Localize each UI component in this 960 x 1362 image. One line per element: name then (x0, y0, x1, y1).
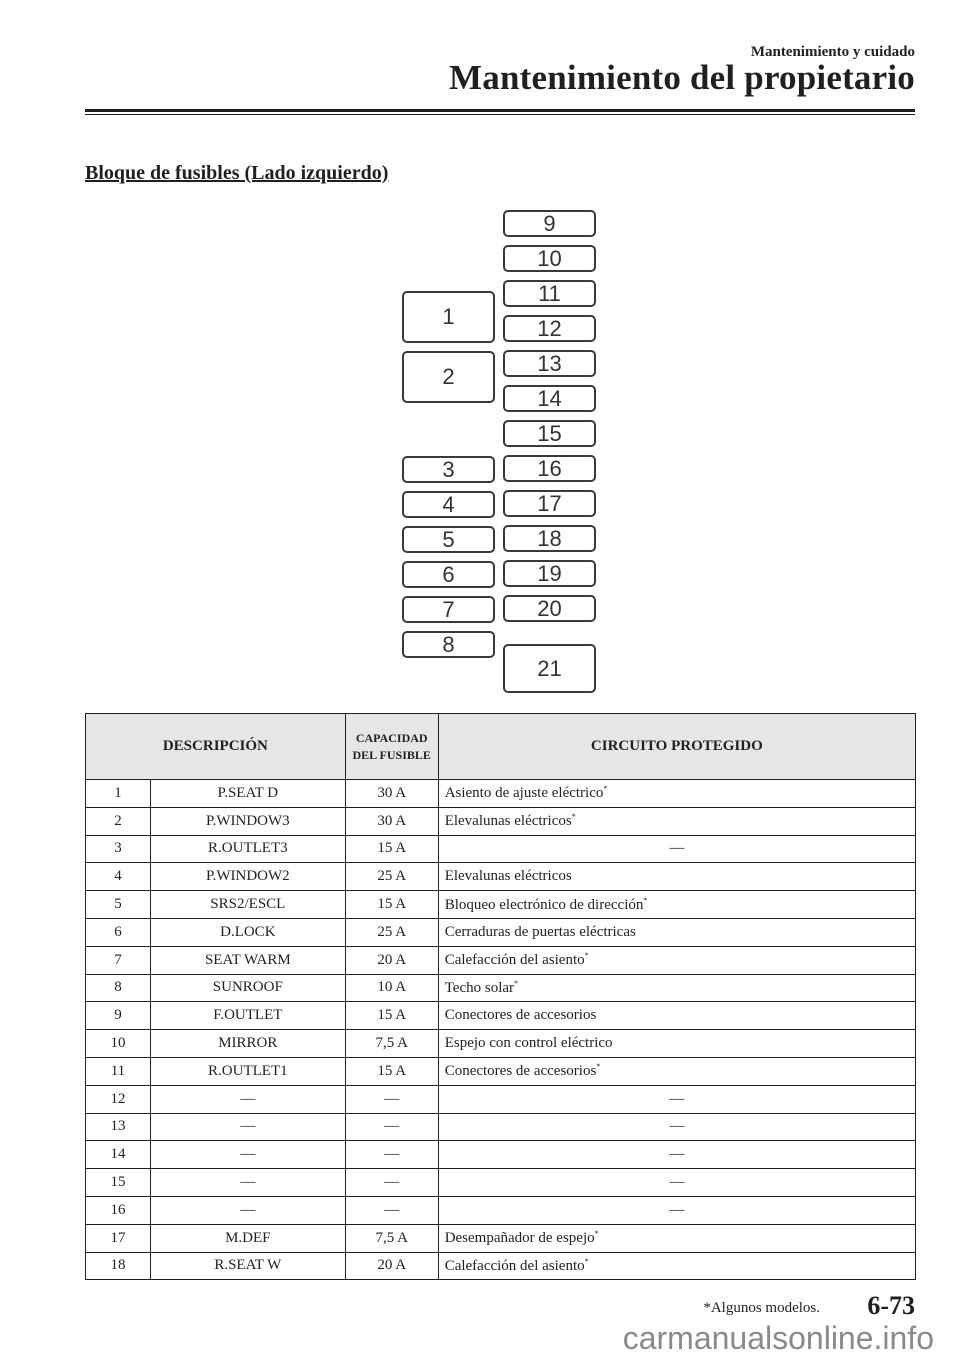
circuit-protected: Espejo con control eléctrico (444, 1035, 613, 1052)
fuse-capacity: 20 A (377, 951, 407, 968)
circuit-protected: — (669, 1118, 685, 1135)
table-row (86, 974, 916, 1002)
footnote-marker: * (584, 1256, 589, 1266)
fuse-10: 10 (503, 245, 596, 272)
table-row (86, 1002, 916, 1030)
fuse-13: 13 (503, 350, 596, 377)
fuse-number: 8 (114, 979, 122, 996)
table-row (86, 780, 916, 808)
fuse-capacity: 7,5 A (375, 1035, 408, 1052)
fuse-capacity: 15 A (377, 1062, 407, 1079)
fuse-14: 14 (503, 385, 596, 412)
circuit-protected: Conectores de accesorios (444, 1063, 597, 1080)
fuse-2: 2 (402, 351, 495, 403)
fuse-capacity: — (384, 1118, 400, 1135)
circuit-protected: Calefacción del asiento (444, 1257, 585, 1274)
table-row (86, 1252, 916, 1280)
table-row (86, 1196, 916, 1224)
fuse-4: 4 (402, 491, 495, 518)
fuse-capacity: — (384, 1174, 400, 1191)
footnote-marker: * (596, 1062, 601, 1072)
fuse-number: 7 (114, 951, 122, 968)
fuse-number: 13 (110, 1118, 126, 1135)
footnote-marker: * (584, 951, 589, 961)
table-row (86, 1113, 916, 1141)
fuse-capacity: 15 A (377, 896, 407, 913)
fuse-9: 9 (503, 210, 596, 237)
footnote: *Algunos modelos. (703, 1300, 820, 1316)
fuse-number: 17 (110, 1229, 126, 1246)
fuse-description: P.WINDOW2 (205, 868, 290, 885)
footnote-marker: * (571, 812, 576, 822)
header-circuit: CIRCUITO PROTEGIDO (438, 714, 915, 780)
table-row (86, 891, 916, 919)
header-description: DESCRIPCIÓN (86, 714, 346, 780)
fuse-table (85, 713, 916, 1280)
fuse-number: 16 (110, 1201, 126, 1218)
section-subheading: Bloque de fusibles (Lado izquierdo) (85, 162, 389, 184)
table-row (86, 1030, 916, 1058)
fuse-number: 9 (114, 1007, 122, 1024)
fuse-number: 1 (114, 784, 122, 801)
fuse-description: — (240, 1201, 256, 1218)
circuit-protected: Elevalunas eléctricos (444, 868, 572, 885)
fuse-12: 12 (503, 315, 596, 342)
table-row (86, 863, 916, 891)
fuse-description: R.OUTLET1 (208, 1062, 288, 1079)
table-row (86, 835, 916, 863)
circuit-protected: — (669, 1146, 685, 1163)
fuse-16: 16 (503, 455, 596, 482)
fuse-number: 14 (110, 1146, 126, 1163)
circuit-protected: Elevalunas eléctricos (444, 813, 572, 830)
table-row (86, 1141, 916, 1169)
fuse-capacity: 25 A (377, 923, 407, 940)
fuse-description: P.WINDOW3 (205, 812, 290, 829)
circuit-protected: Cerraduras de puertas eléctricas (444, 923, 636, 940)
footnote-marker: * (594, 1229, 599, 1239)
fuse-number: 18 (110, 1257, 126, 1274)
table-row (86, 1169, 916, 1197)
footnote-marker: * (514, 978, 519, 988)
fuse-description: P.SEAT D (217, 784, 279, 801)
table-row (86, 1224, 916, 1252)
fuse-21: 21 (503, 644, 596, 693)
header-rule (85, 109, 915, 112)
fuse-3: 3 (402, 456, 495, 483)
fuse-description: SEAT WARM (204, 951, 291, 968)
fuse-6: 6 (402, 561, 495, 588)
fuse-number: 11 (110, 1062, 126, 1079)
fuse-description: F.OUTLET (213, 1007, 283, 1024)
circuit-protected: Conectores de accesorios (444, 1007, 597, 1024)
fuse-11: 11 (503, 280, 596, 307)
circuit-protected: Asiento de ajuste eléctrico (444, 785, 604, 802)
fuse-description: — (240, 1146, 256, 1163)
fuse-number: 6 (114, 923, 122, 940)
fuse-number: 5 (114, 896, 122, 913)
circuit-protected: Calefacción del asiento (444, 952, 585, 969)
fuse-number: 3 (114, 840, 122, 857)
fuse-capacity: 10 A (377, 979, 407, 996)
fuse-number: 15 (110, 1174, 126, 1191)
footnote-marker: * (643, 895, 648, 905)
circuit-protected: — (669, 840, 685, 857)
circuit-protected: — (669, 1090, 685, 1107)
fuse-description: R.SEAT W (214, 1257, 282, 1274)
fuse-capacity: 15 A (377, 840, 407, 857)
fuse-7: 7 (402, 596, 495, 623)
watermark: carmanualsonline.info (622, 1320, 934, 1356)
circuit-protected: Desempañador de espejo (444, 1230, 595, 1247)
table-row (86, 807, 916, 835)
circuit-protected: Bloqueo electrónico de dirección (444, 896, 644, 913)
fuse-description: SRS2/ESCL (210, 896, 286, 913)
fuse-18: 18 (503, 525, 596, 552)
fuse-description: SUNROOF (212, 979, 283, 996)
fuse-description: — (240, 1090, 256, 1107)
fuse-description: M.DEF (225, 1229, 271, 1246)
fuse-capacity: 7,5 A (375, 1229, 408, 1246)
page-title: Mantenimiento del propietario (449, 58, 915, 97)
header-capacity: CAPACIDAD DEL FUSIBLE (345, 714, 438, 780)
fuse-capacity: — (384, 1146, 400, 1163)
section-label: Mantenimiento y cuidado (750, 44, 915, 60)
table-row (86, 1057, 916, 1085)
fuse-15: 15 (503, 420, 596, 447)
table-row (86, 946, 916, 974)
fuse-number: 2 (114, 812, 122, 829)
fuse-description: — (240, 1118, 256, 1135)
circuit-protected: Techo solar (444, 979, 515, 996)
fuse-description: MIRROR (218, 1035, 278, 1052)
fuse-17: 17 (503, 490, 596, 517)
fuse-capacity: 30 A (377, 784, 407, 801)
fuse-capacity: — (384, 1201, 400, 1218)
fuse-8: 8 (402, 631, 495, 658)
header-rule-thin (85, 114, 915, 115)
fuse-number: 4 (114, 868, 122, 885)
fuse-capacity: 20 A (377, 1257, 407, 1274)
fuse-description: R.OUTLET3 (208, 840, 288, 857)
fuse-19: 19 (503, 560, 596, 587)
fuse-capacity: — (384, 1090, 400, 1107)
page-number: 6-73 (867, 1291, 915, 1320)
fuse-capacity: 25 A (377, 868, 407, 885)
fuse-20: 20 (503, 595, 596, 622)
table-row (86, 918, 916, 946)
fuse-number: 10 (110, 1035, 126, 1052)
fuse-description: — (240, 1174, 256, 1191)
fuse-description: D.LOCK (220, 923, 276, 940)
fuse-5: 5 (402, 526, 495, 553)
fuse-1: 1 (402, 291, 495, 343)
circuit-protected: — (669, 1174, 685, 1191)
fuse-capacity: 30 A (377, 812, 407, 829)
circuit-protected: — (669, 1201, 685, 1218)
footnote-marker: * (603, 784, 608, 794)
fuse-capacity: 15 A (377, 1007, 407, 1024)
fuse-number: 12 (110, 1090, 126, 1107)
table-row (86, 1085, 916, 1113)
